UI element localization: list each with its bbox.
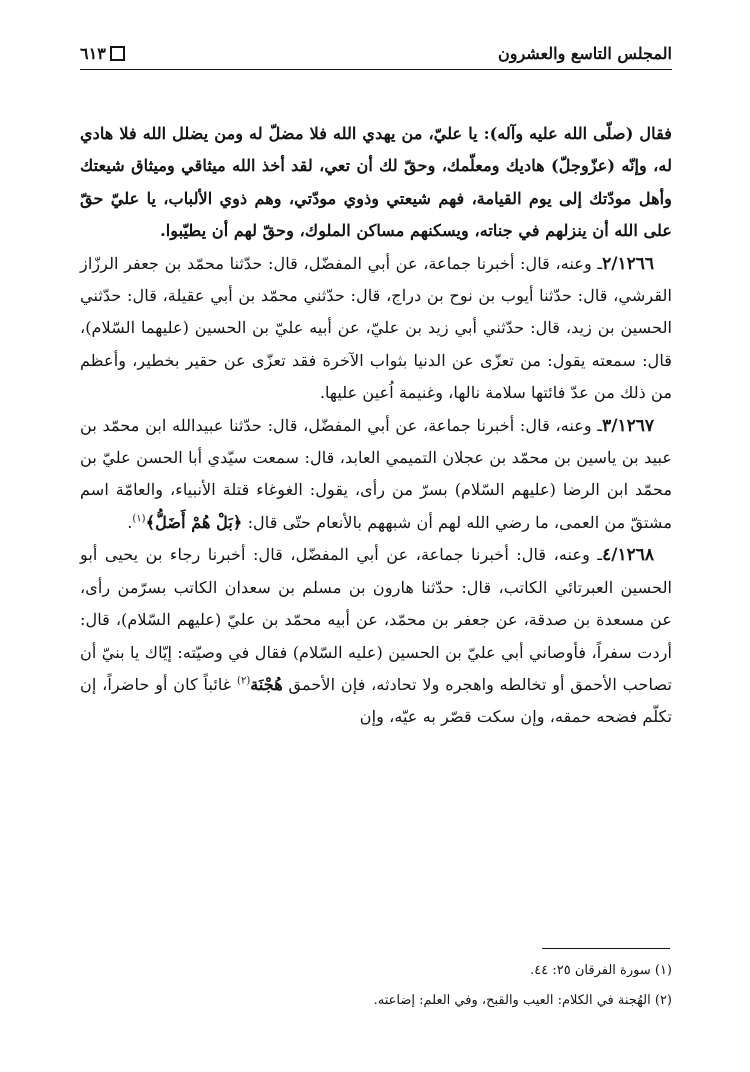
quran-quote: ﴿بَلْ هُمْ أَضَلُّ﴾ (145, 512, 243, 532)
hadith-tail: غائباً كان أو حاضراً، إن تكلّم فضحه حمقه، وإن سكت قصّر به عيّه، وإن (80, 674, 672, 727)
main-text (80, 118, 672, 734)
hadith-text: ـ وعنه، قال: أخبرنا جماعة، عن أبي المفضّل، قال: حدّثنا عبيدالله ابن محمّد بن عبيد بن ياسين بن محمّد بن عجلان التميمي العابد، قال: سمعت سيّدي أبا الحسن عليّ بن محمّد ابن الرضا (عليهم السّلام) بسرّ من رأى، يقول: الغوغاء قتلة الأنبياء، والعامّة اسم مشتقّ من العمى، ما رضي الله لهم أن شبههم بالأنعام حتّى قال: (80, 415, 672, 532)
footnotes (80, 956, 672, 1016)
footnote-ref-1[interactable]: (١) (132, 513, 146, 525)
hadith-1267 (80, 410, 672, 540)
hadith-number: ٣/١٢٦٧ (602, 415, 654, 436)
hadith-1268 (80, 539, 672, 733)
page-marker-box-icon (110, 46, 125, 61)
header-rule (80, 69, 672, 70)
paragraph-1 (80, 118, 672, 248)
hadith-number: ٢/١٢٦٦ (602, 253, 654, 274)
paragraph-1-text: فقال (صلّى الله عليه وآله): يا عليّ، من يهدي الله فلا مضلّ له ومن يضلل الله فلا هادي له، وإنّه (عزّوجلّ) هاديك ومعلّمك، وحقّ لك أن تعي، لقد أخذ الله ميثاقي وميثاق شيعتك وأهل مودّتك إلى يوم القيامة، فهم شيعتي وذوي مودّتي، وهم ذوي الألباب، يا عليّ حقّ على الله أن ينزلهم في جناته، ويسكنهم مساكن الملوك، وحقّ لهم أن يطيّبوا. (80, 124, 672, 241)
page-number (80, 44, 125, 63)
hadith-1266 (80, 248, 672, 410)
footnote-rule (542, 948, 670, 949)
hadith-number: ٤/١٢٦٨ (602, 545, 654, 566)
glossed-word: هُجْنَة (250, 674, 283, 694)
footnote-2: (٢) الهُجنة في الكلام: العيب والقبح، وفي العلم: إضاعته. (373, 993, 672, 1008)
running-header (80, 38, 672, 70)
chapter-title: المجلس التاسع والعشرون (497, 44, 672, 63)
hadith-text: ـ وعنه، قال: أخبرنا جماعة، عن أبي المفضّل، قال: حدّثنا محمّد بن جعفر الرزّاز القرشي، قال: حدّثنا أيوب بن نوح بن دراج، قال: حدّثني محمّد بن أبي عقيلة، قال: حدّثني الحسين بن زيد، قال: حدّثني أبي زيد بن عليّ، عن أبيه عليّ بن الحسين (عليهما السّلام)، قال: سمعته يقول: من تعزّى عن الدنيا بثواب الآخرة فقد تعزّى عن حقير بخطير، وأعظم من ذلك من عدّ فائتها سلامة نالها، وغنيمة اُعين عليها. (80, 253, 672, 403)
footnote-1: (١) سورة الفرقان ٢٥: ٤٤. (530, 963, 672, 978)
hadith-text: ـ وعنه، قال: أخبرنا جماعة، عن أبي المفضّل، قال: أخبرنا رجاء بن يحيى أبو الحسين العبرتائي الكاتب، قال: حدّثنا هارون بن مسلم بن سعدان الكاتب بسرّمن رأى، عن مسعدة بن صدقة، عن جعفر بن محمّد، عن أبيه محمّد بن عليّ (عليهم السّلام)، قال: أردت سفراً، فأوصاني أبي عليّ بن الحسين (عليه السّلام) فقال في وصيّته: إيّاك يا بنيّ أن تصاحب الأحمق أو تخالطه واهجره ولا تحادثه، فإن الأحمق (80, 545, 672, 694)
hadith-tail: . (127, 512, 133, 532)
page-number-value: ٦١٣ (80, 44, 106, 63)
footnote-ref-2[interactable]: (٢) (237, 675, 251, 687)
